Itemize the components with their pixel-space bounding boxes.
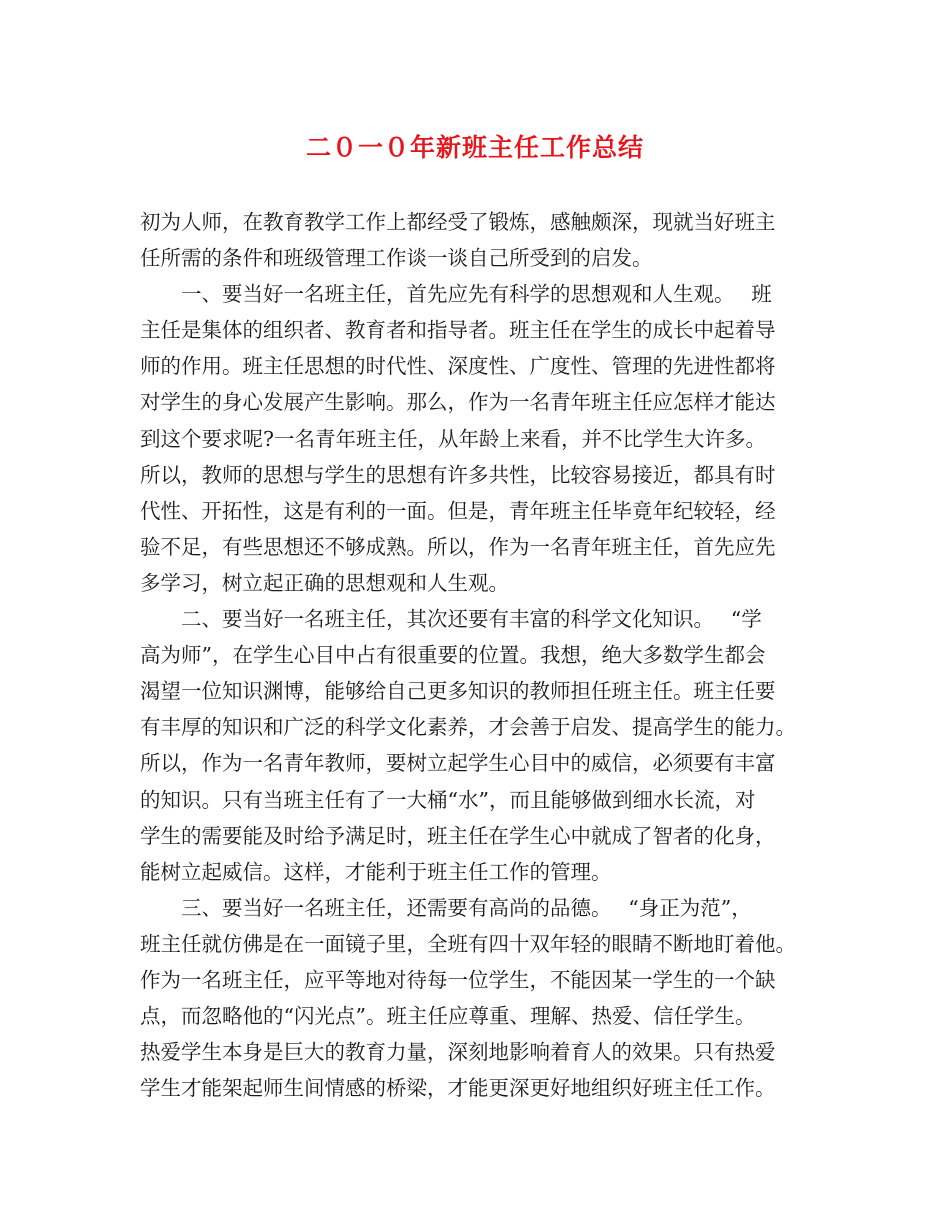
text-line: 到这个要求呢?一名青年班主任，从年龄上来看，并不比学生大许多。: [140, 426, 766, 451]
text-line: 渴望一位知识渊博，能够给自己更多知识的教师担任班主任。班主任要: [140, 679, 776, 704]
text-line: 一、要当好一名班主任，首先应先有科学的思想观和人生观。 班: [140, 282, 772, 307]
text-line: 三、要当好一名班主任，还需要有高尚的品德。 “身正为范”，: [140, 895, 752, 920]
text-line: 多学习，树立起正确的思想观和人生观。: [140, 570, 509, 595]
text-line: 的知识。只有当班主任有了一大桶“水”，而且能够做到细水长流，对: [140, 787, 756, 812]
text-line: 代性、开拓性，这是有利的一面。但是，青年班主任毕竟年纪较轻，经: [140, 498, 776, 523]
text-line: 所以，作为一名青年教师，要树立起学生心目中的威信，必须要有丰富: [140, 751, 776, 776]
text-line: 验不足，有些思想还不够成熟。所以，作为一名青年班主任，首先应先: [140, 534, 776, 559]
text-line: 能树立起威信。这样，才能利于班主任工作的管理。: [140, 859, 612, 884]
text-line: 高为师”，在学生心目中占有很重要的位置。我想，绝大多数学生都会: [140, 643, 766, 668]
text-line: 初为人师，在教育教学工作上都经受了锻炼，感触颇深，现就当好班主: [140, 210, 776, 234]
text-line: 学生的需要能及时给予满足时，班主任在学生心中就成了智者的化身，: [140, 823, 776, 848]
document-body: [140, 204, 815, 1106]
text-line: 热爱学生本身是巨大的教育力量，深刻地影响着育人的效果。只有热爱: [140, 1040, 776, 1065]
text-line: 有丰厚的知识和广泛的科学文化素养，才会善于启发、提高学生的能力。: [140, 715, 796, 740]
text-line: 作为一名班主任，应平等地对待每一位学生，不能因某一学生的一个缺: [140, 967, 776, 992]
text-line: 二、要当好一名班主任，其次还要有丰富的科学文化知识。 “学: [140, 607, 762, 632]
document-title: 二０一０年新班主任工作总结: [305, 133, 644, 162]
text-line: 师的作用。班主任思想的时代性、深度性、广度性、管理的先进性都将: [140, 354, 776, 379]
text-line: 学生才能架起师生间情感的桥梁，才能更深更好地组织好班主任工作。: [140, 1076, 776, 1101]
text-line: 任所需的条件和班级管理工作谈一谈自己所受到的启发。: [140, 246, 653, 271]
text-line: 主任是集体的组织者、教育者和指导者。班主任在学生的成长中起着导: [140, 318, 776, 343]
text-line: 所以，教师的思想与学生的思想有许多共性，比较容易接近，都具有时: [140, 462, 776, 487]
text-line: 对学生的身心发展产生影响。那么，作为一名青年班主任应怎样才能达: [140, 390, 776, 415]
text-line: 点，而忽略他的“闪光点”。班主任应尊重、理解、热爱、信任学生。: [140, 1004, 756, 1029]
text-line: 班主任就仿佛是在一面镜子里，全班有四十双年轻的眼睛不断地盯着他。: [140, 931, 796, 956]
